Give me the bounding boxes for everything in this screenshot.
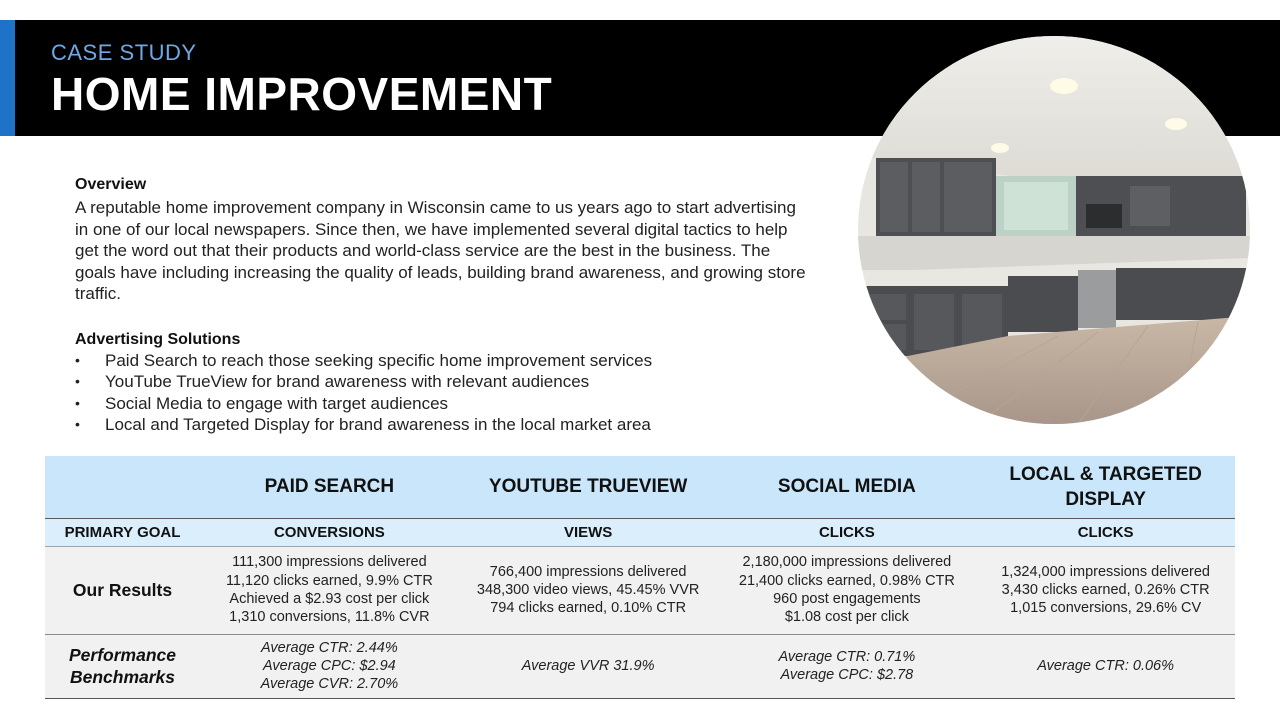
column-header-label: LOCAL & TARGETED DISPLAY [1009, 463, 1202, 510]
header-accent-bar [0, 20, 15, 136]
kitchen-photo [858, 36, 1250, 424]
bench-label-line: Performance [69, 645, 176, 665]
results-cell [976, 546, 1235, 634]
table-row-performance-benchmarks [45, 634, 1235, 698]
result-line: 11,120 clicks earned, 9.9% CTR [225, 572, 433, 589]
column-header-paid-search: PAID SEARCH [200, 456, 459, 518]
result-line: 1,310 conversions, 11.8% CVR [229, 609, 430, 626]
goal-cell: CLICKS [976, 518, 1235, 546]
overview-heading: Overview [75, 176, 147, 193]
benchmark-line: Average CPC: $2.94 [263, 657, 396, 674]
results-cell [459, 546, 718, 634]
benchmark-cell [459, 634, 718, 698]
case-study-kicker: CASE STUDY [51, 40, 197, 65]
result-line: $1.08 cost per click [784, 609, 909, 626]
goal-cell: VIEWS [459, 518, 718, 546]
column-header-youtube-trueview: YOUTUBE TRUEVIEW [459, 456, 718, 518]
benchmark-line: Average CTR: 2.44% [261, 639, 398, 656]
row-label-our-results: Our Results [45, 546, 200, 634]
result-line: Achieved a $2.93 cost per click [229, 591, 430, 607]
result-line: 766,400 impressions delivered [489, 563, 687, 580]
bench-label-line: Benchmarks [69, 667, 176, 687]
advertising-solutions-list [75, 350, 815, 436]
overview-paragraph: A reputable home improvement company in Wisconsin came to us years ago to start advertising in one of our local newspapers. Since then, we have implemented several digital tactics to help get the word out that their products and world-class service are the best in the business. The goals have including increasing the quality of leads, building brand awareness, and growing store traffic. [75, 198, 806, 303]
table-header-row [45, 456, 1235, 518]
goal-cell: CONVERSIONS [200, 518, 459, 546]
table-row-our-results [45, 546, 1235, 634]
result-line: 2,180,000 impressions delivered [742, 554, 952, 571]
benchmark-line: Average CTR: 0.06% [1037, 657, 1174, 674]
row-label-primary-goal: PRIMARY GOAL [45, 518, 200, 546]
benchmark-line: Average VVR 31.9% [521, 657, 655, 674]
corner-cell [45, 456, 200, 518]
result-line: 111,300 impressions delivered [232, 554, 427, 571]
column-header-local-targeted-display [976, 456, 1235, 518]
list-item: • Paid Search to reach those seeking specific home improvement services [75, 350, 815, 372]
benchmark-line: Average CPC: $2.78 [780, 667, 914, 683]
table-row-primary-goal [45, 518, 1235, 546]
column-header-social-media: SOCIAL MEDIA [718, 456, 977, 518]
benchmark-line: Average CTR: 0.71% [778, 648, 916, 665]
results-table [45, 456, 1235, 699]
list-item: • YouTube TrueView for brand awareness with relevant audiences [75, 371, 815, 393]
results-cell [200, 546, 459, 634]
result-line: 794 clicks earned, 0.10% CTR [490, 600, 687, 617]
result-line: 960 post engagements [773, 591, 921, 607]
result-line: 3,430 clicks earned, 0.26% CTR [1001, 581, 1210, 598]
result-line: 1,324,000 impressions delivered [1001, 563, 1210, 580]
benchmark-line: Average CVR: 2.70% [260, 676, 399, 693]
goal-cell: CLICKS [718, 518, 977, 546]
result-line: 21,400 clicks earned, 0.98% CTR [738, 572, 955, 589]
result-line: 348,300 video views, 45.45% VVR [476, 581, 700, 598]
page-title: HOME IMPROVEMENT [51, 68, 553, 120]
advertising-solutions-heading: Advertising Solutions [75, 330, 241, 348]
benchmark-cell [718, 634, 977, 698]
list-item: • Local and Targeted Display for brand awareness in the local market area [75, 414, 815, 436]
row-label-performance-benchmarks [45, 634, 200, 698]
results-cell [718, 546, 977, 634]
benchmark-cell [200, 634, 459, 698]
result-line: 1,015 conversions, 29.6% CV [1010, 600, 1202, 617]
overview-section [75, 175, 815, 436]
benchmark-cell [976, 634, 1235, 698]
list-item: • Social Media to engage with target audiences [75, 393, 815, 415]
